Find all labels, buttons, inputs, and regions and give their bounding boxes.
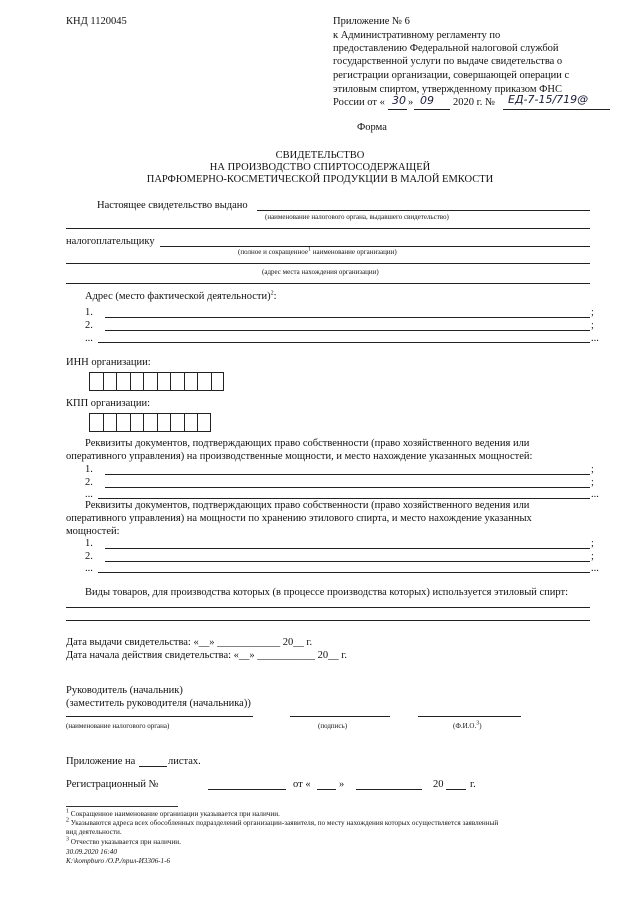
footnote-3: $^3$ Отчество указывается при наличии. (66, 836, 181, 846)
req2-line-1: Реквизиты документов, подтверждающих право собственности (право хозяйственного ведения или (85, 500, 530, 511)
appendix-line-3: предоставлению Федеральной налоговой службой (333, 43, 559, 54)
print-timestamp: 30.09.2020 16:40 (66, 848, 117, 856)
address-item-1-end: ; (591, 307, 594, 318)
footnote-divider (66, 806, 178, 807)
fio-hint: (Ф.И.О.$^3$) (453, 720, 482, 730)
form-code: КНД 1120045 (66, 16, 127, 27)
sign-field[interactable] (290, 716, 390, 717)
sign-hint: (подпись) (318, 722, 348, 730)
doc-subtitle-1: НА ПРОИЗВОДСТВО СПИРТОСОДЕРЖАЩЕЙ (209, 162, 431, 173)
reg-date-close: » (339, 779, 345, 790)
req2-item-2-number: 2. (85, 551, 93, 562)
appendix-line-1: Приложение № 6 (333, 16, 410, 27)
kpp-label: КПП организации: (66, 398, 151, 409)
taxpayer-field[interactable] (160, 246, 590, 247)
req1-item-2-number: 2. (85, 477, 93, 488)
req1-item-1-end: ; (591, 464, 594, 475)
req2-item-1-field[interactable] (105, 548, 590, 549)
req2-item-2-end: ; (591, 551, 594, 562)
req2-item-1-number: 1. (85, 538, 93, 549)
appendix-sheets-label: Приложение на (66, 756, 136, 767)
address-item-1-field[interactable] (105, 317, 590, 318)
footnote-2: $^2$ Указываются адреса всех обособленных подразделений организации-заявителя, по месту нахождения которых осуществляется заявленный (66, 817, 499, 827)
order-date-close: » (408, 97, 414, 108)
req2-line-3: мощностей: (66, 526, 120, 537)
address-hint: (адрес места нахождения организации) (262, 268, 379, 276)
req1-line-1: Реквизиты документов, подтверждающих право собственности (право хозяйственного ведения или (85, 438, 530, 449)
doc-title: СВИДЕТЕЛЬСТВО (275, 150, 365, 161)
reg-day-field[interactable] (317, 789, 336, 790)
address-item-more: ... (85, 333, 93, 344)
form-label: Форма (357, 122, 387, 133)
reg-number-label: Регистрационный № (66, 779, 159, 790)
appendix-sheets-field[interactable] (139, 766, 167, 767)
reg-year-prefix: 20 (433, 779, 444, 790)
address-item-more-end: ... (591, 333, 599, 344)
address-item-2-number: 2. (85, 320, 93, 331)
req2-item-more-end: ... (591, 563, 599, 574)
appendix-line-2: к Административному регламенту по (333, 30, 501, 41)
goods-field-2[interactable] (66, 620, 590, 621)
goods-label: Виды товаров, для производства которых (в процессе производства которых) используется этиловый спирт: (85, 587, 569, 598)
goods-field-1[interactable] (66, 607, 590, 608)
head-label: Руководитель (начальник) (66, 685, 183, 696)
order-year: 2020 г. № (453, 97, 496, 108)
order-month: 09 (420, 94, 434, 107)
start-date: Дата начала действия свидетельства: «__» ___________ 20__ г. (66, 650, 348, 661)
order-number: ЕД-7-15/719@ (508, 93, 589, 106)
req2-item-1-end: ; (591, 538, 594, 549)
req2-line-2: оперативного управления) на мощности по хранению этилового спирта, и место нахождение указанных (66, 513, 532, 524)
req1-item-more-end: ... (591, 489, 599, 500)
appendix-sheets-unit: листах. (168, 756, 201, 767)
sign-org-field[interactable] (66, 716, 253, 717)
reg-number-field[interactable] (208, 789, 286, 790)
footnote-2-cont: вид деятельности. (66, 828, 122, 836)
inn-cells[interactable] (89, 372, 224, 391)
reg-month-field[interactable] (356, 789, 422, 790)
issued-to-label: Настоящее свидетельство выдано (97, 200, 248, 211)
address-item-2-field[interactable] (105, 330, 590, 331)
org-name-hint: (полное и сокращенное$^1$ наименование организации) (238, 246, 397, 256)
address-item-1-number: 1. (85, 307, 93, 318)
reg-year-suffix: г. (470, 779, 476, 790)
taxpayer-label: налогоплательщику (66, 236, 155, 247)
issued-to-field[interactable] (257, 210, 590, 211)
req1-line-2: оперативного управления) на производственные мощности, и место нахождение указанных мощностей: (66, 451, 533, 462)
req1-item-1-number: 1. (85, 464, 93, 475)
appendix-line-6: этиловым спиртом, утвержденному приказом ФНС (333, 84, 562, 95)
req2-item-more: ... (85, 563, 93, 574)
order-day: 30 (392, 94, 406, 107)
req2-item-2-field[interactable] (105, 561, 590, 562)
reg-year-field[interactable] (446, 789, 466, 790)
address-item-2-end: ; (591, 320, 594, 331)
deputy-label: (заместитель руководителя (начальника)) (66, 698, 251, 709)
doc-subtitle-2: ПАРФЮМЕРНО-КОСМЕТИЧЕСКОЙ ПРОДУКЦИИ В МАЛОЙ ЕМКОСТИ (146, 174, 494, 185)
reg-date-open: от « (293, 779, 311, 790)
file-path: К:\kompburo /О.Р./прил-И3306-1-6 (66, 857, 171, 865)
footnote-1: $^1$ Сокращенное наименование организации указывается при наличии. (66, 808, 280, 818)
sign-fio-field[interactable] (418, 716, 521, 717)
sign-org-hint: (наименование налогового органа) (66, 722, 170, 730)
req1-item-2-field[interactable] (105, 487, 590, 488)
kpp-cells[interactable] (89, 413, 211, 432)
order-date-prefix: России от « (333, 97, 385, 108)
req1-item-more: ... (85, 489, 93, 500)
appendix-line-4: государственной услуги по выдаче свидетельства о (333, 56, 563, 67)
req1-item-2-end: ; (591, 477, 594, 488)
appendix-line-5: регистрации организации, совершающей операции с (333, 70, 570, 81)
inn-label: ИНН организации: (66, 357, 151, 368)
req1-item-1-field[interactable] (105, 474, 590, 475)
issue-date: Дата выдачи свидетельства: «__» ____________ 20__ г. (66, 637, 313, 648)
issued-to-hint: (наименование налогового органа, выдавшего свидетельство) (265, 213, 449, 221)
actual-address-label: Адрес (место фактической деятельности)$^2$: (85, 290, 277, 302)
